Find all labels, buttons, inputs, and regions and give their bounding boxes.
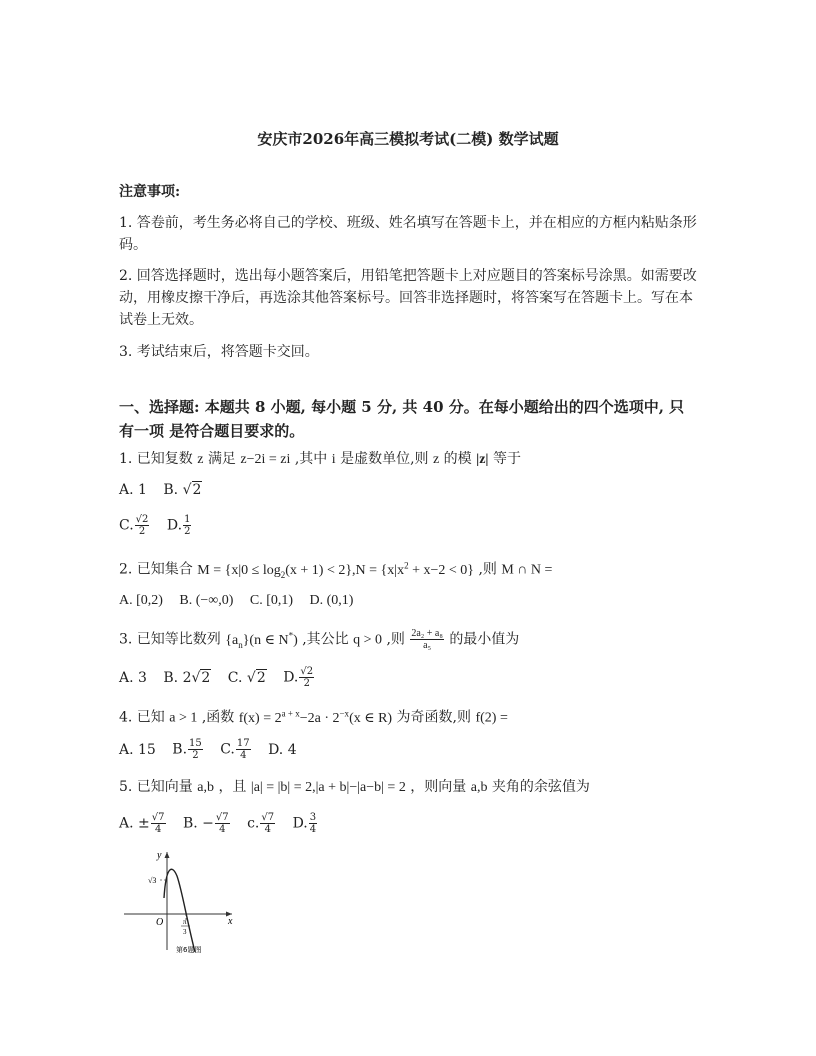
q3-text: ,其公比	[302, 631, 349, 648]
q2-option-a: A. [0,2)	[119, 593, 163, 608]
question-5	[119, 776, 590, 799]
x-tick-label-num: π	[183, 918, 187, 926]
q3-expression	[410, 628, 444, 651]
q3-ratio: q > 0	[353, 632, 382, 648]
q1-option-b-radicand: 2	[192, 482, 202, 498]
q3-option-a: A. 3	[119, 669, 147, 686]
q4-option-b-num: 15	[189, 738, 202, 749]
q1-equation: z−2i = zi	[240, 452, 291, 467]
q2-intersection: M ∩ N =	[501, 562, 553, 578]
page-title: 安庆市2026年高三模拟考试(二模) 数学试题	[257, 130, 559, 148]
q4-text: 4. 已知	[119, 709, 165, 726]
y-tick-label: √3	[148, 876, 157, 885]
q5-option-a-label: A. ±	[119, 815, 150, 832]
notice-item-1: 1. 答卷前，考生务必将自己的学校、班级、姓名填写在答题卡上，并在相应的方框内粘贴条形码。	[119, 215, 697, 253]
q1-option-b: B. √2	[163, 482, 202, 498]
q2-text: 2. 已知集合	[119, 561, 193, 578]
q1-var-z: z	[197, 452, 204, 467]
q4-option-c-num: 17	[236, 738, 250, 749]
q1-option-d-den: 2	[184, 526, 191, 537]
notice-heading: 注意事项:	[119, 184, 181, 200]
q1-text: 1. 已知复数	[119, 451, 193, 467]
q1-option-d-num: 1	[184, 514, 191, 525]
q5-option-c: c. $\frac{√7}{4}$	[247, 812, 275, 835]
q5-vectors: a,b	[470, 780, 488, 795]
q5-text: 5. 已知向量	[119, 779, 193, 795]
question-1	[119, 448, 521, 471]
q1-text: 等于	[492, 451, 521, 467]
q5-option-d-den: 4	[309, 824, 317, 835]
q3-option-d: D. $\frac{√2}{2}$	[283, 666, 314, 689]
q3-option-d-den: 2	[303, 678, 310, 689]
q1-option-c-num: 2	[142, 514, 149, 525]
q1-var-i: i	[331, 452, 336, 467]
q3-option-b-radicand: 2	[201, 669, 211, 686]
q4-option-a: A. 15	[119, 741, 156, 758]
q3-option-d-label: D.	[283, 669, 299, 686]
q4-option-b	[172, 738, 203, 761]
q4-option-c-den: 4	[240, 750, 247, 761]
q3-option-b: B. 2√2	[163, 669, 211, 686]
q1-options-row1	[119, 479, 214, 501]
q5-option-a-den: 4	[154, 824, 162, 835]
q4-f-exp2: −x	[339, 708, 350, 718]
q5-option-a-num: 7	[158, 812, 165, 823]
x-tick-label-den: 3	[183, 928, 187, 936]
q5-option-a: A. ± $\frac{√7}{4}$	[119, 812, 165, 835]
q2-text: ,则	[478, 561, 497, 578]
q5-option-b: B. − $\frac{√7}{4}$	[182, 812, 229, 835]
notice-item-3: 3. 考试结束后，将答题卡交回。	[119, 344, 319, 360]
q5-text: 夹角的余弦值为	[491, 779, 590, 795]
section-heading: 一、选择题: 本题共 8 小题, 每小题 5 分, 共 40 分。在每小题给出的四个选项中, 只有一项 是符合题目要求的。	[119, 398, 685, 440]
q4-f-lhs: f(x) = 2	[238, 710, 282, 726]
q5-option-d-num: 3	[309, 812, 317, 823]
q3-option-c-radicand: 2	[256, 669, 266, 686]
function-curve	[164, 869, 195, 952]
q5-text: ，则向量	[410, 779, 467, 795]
q5-condition: |a| = |b| = 2,|a + b|−|a−b| = 2	[250, 780, 406, 795]
q2-option-d: D. (0,1)	[309, 593, 354, 608]
q4-options	[119, 738, 309, 761]
q1-modulus: |z|	[476, 452, 489, 467]
q2-set-n-end: + x−2 < 0}	[408, 562, 474, 578]
q3-option-d-num: 2	[306, 666, 314, 677]
q1-var-z: z	[433, 452, 440, 467]
q5-option-c-den: 4	[264, 824, 271, 835]
q3-seq-a: {a	[225, 632, 239, 648]
q1-text: ,其中	[294, 451, 328, 467]
q3-seq-close: )	[293, 632, 298, 648]
x-axis-label: x	[228, 916, 233, 927]
q3-option-c-label: C.	[227, 669, 243, 686]
q3-option-b-label: B. 2	[163, 669, 192, 686]
q2-set-n: (x + 1) < 2},N = {x|x	[285, 562, 405, 578]
figure-caption: 第6题图	[176, 946, 202, 954]
q1-text: 的模	[443, 451, 472, 467]
q5-option-d	[293, 812, 319, 835]
q2-option-c: C. [0,1)	[249, 593, 294, 608]
q5-option-c-label: c.	[247, 815, 260, 832]
q3-seq-domain: }(n ∈ N	[242, 632, 289, 648]
q5-options	[119, 812, 330, 835]
q2-option-b: B. (−∞,0)	[179, 593, 234, 608]
question-2	[119, 554, 552, 585]
q3-text: 的最小值为	[449, 631, 520, 648]
q3-option-c: C. √2	[227, 669, 266, 686]
q4-text: ,函数	[201, 709, 235, 726]
q2-set-m: M = {x|0 ≤ log	[197, 562, 281, 578]
question-3	[119, 624, 519, 655]
q2-sets	[197, 560, 474, 580]
q1-text: 是虚数单位,则	[340, 451, 429, 467]
q4-option-b-label: B.	[172, 741, 188, 758]
q1-option-d-label: D.	[166, 517, 183, 534]
q1-option-b-label: B.	[163, 482, 179, 498]
q3-seq-star: *	[288, 630, 294, 640]
q4-option-d: D. 4	[268, 741, 297, 758]
q1-options-row2	[119, 514, 204, 537]
q4-option-c	[220, 738, 251, 761]
q3-expr-den: a₅	[423, 640, 432, 652]
q3-text: 3. 已知等比数列	[119, 631, 221, 648]
q4-option-c-label: C.	[220, 741, 235, 758]
q4-condition: a > 1	[169, 710, 198, 726]
q2-log-base: 2	[280, 569, 286, 580]
q5-vectors: a,b	[197, 780, 214, 795]
q4-text: 为奇函数,则	[396, 709, 471, 726]
q3-sequence	[225, 630, 298, 650]
q2-options	[119, 589, 365, 612]
q1-option-c-den: 2	[138, 526, 146, 537]
q5-text: ，且	[218, 779, 247, 795]
q2-exponent: 2	[404, 560, 409, 570]
q1-option-c-label: C.	[119, 517, 134, 534]
q5-option-d-label: D.	[292, 815, 308, 832]
notice-item-2: 2. 回答选择题时，选出每小题答案后，用铅笔把答题卡上对应题目的答案标号涂黑。如需要改动，用橡皮擦干净后，再选涂其他答案标号。回答非选择题时，将答案写在答题卡上。写在本试卷上无效。	[119, 268, 697, 328]
q4-f-exp1: a + x	[281, 708, 300, 718]
q3-seq-sub: n	[238, 639, 243, 650]
q1-option-a: A. 1	[119, 482, 147, 498]
q4-option-b-den: 2	[192, 750, 199, 761]
q3-text: ,则	[386, 631, 405, 648]
y-axis-label: y	[157, 850, 162, 861]
q4-target: f(2) =	[475, 710, 508, 726]
q3-options	[119, 666, 327, 689]
q4-f-mid: −2a · 2	[299, 710, 340, 726]
q5-option-b-den: 4	[219, 824, 226, 835]
q6-figure	[120, 846, 240, 958]
question-4	[119, 702, 508, 730]
q1-text: 满足	[207, 451, 236, 467]
q5-option-b-num: 7	[222, 812, 229, 823]
q4-function	[238, 708, 393, 726]
q1-option-c: C. $\frac{√2}{2}$	[119, 514, 149, 537]
q5-option-b-label: B. −	[182, 815, 214, 832]
q1-option-d	[167, 514, 193, 537]
q5-option-c-num: 7	[267, 812, 275, 823]
q4-f-domain: (x ∈ R)	[349, 710, 393, 726]
q3-expr-num: 2a₂ + a₈	[411, 628, 443, 640]
y-axis-arrow-icon	[165, 852, 170, 858]
origin-label: O	[156, 917, 164, 928]
